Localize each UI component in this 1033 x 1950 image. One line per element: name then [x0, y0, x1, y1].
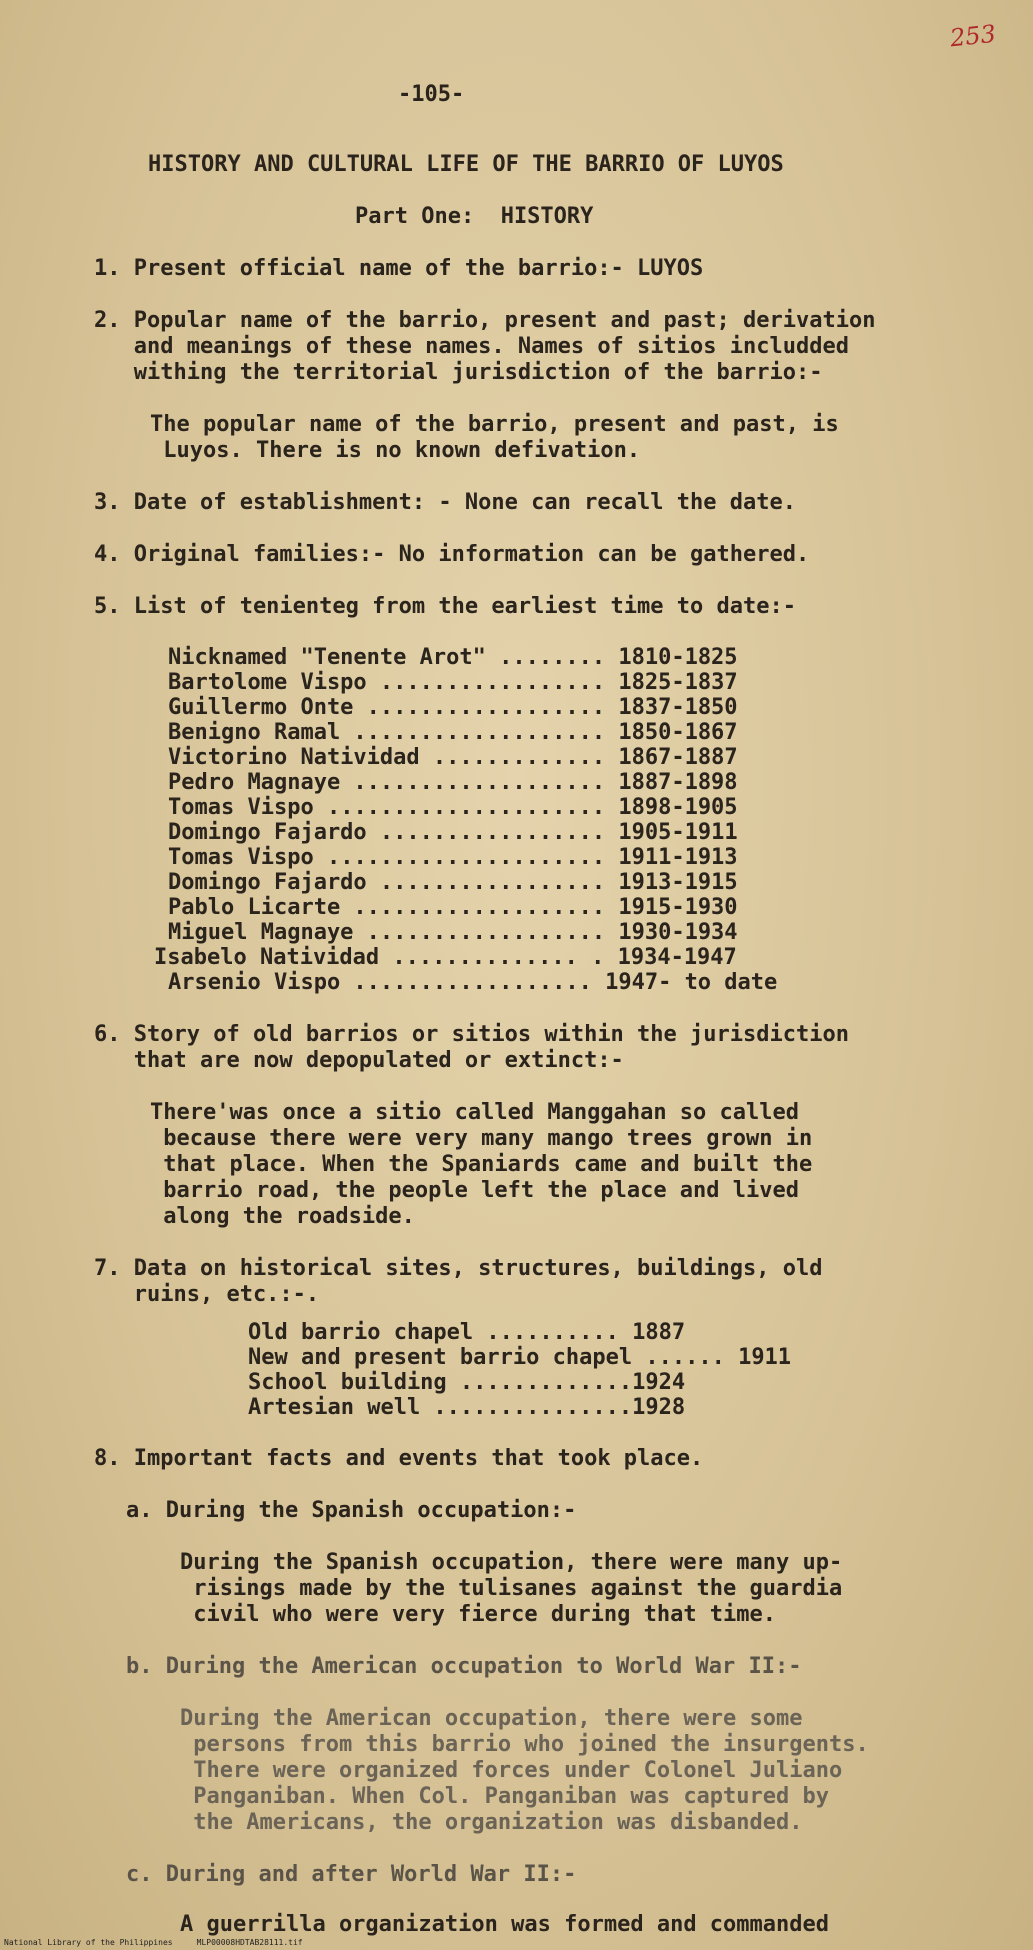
teniente-name: Guillermo Onte — [168, 695, 354, 720]
teniente-row — [168, 895, 738, 921]
item-2-line: withing the territorial jurisdiction of the barrio:- — [94, 360, 823, 385]
teniente-name: Domingo Fajardo — [168, 820, 367, 845]
teniente-row — [168, 745, 738, 771]
teniente-years: 1934-1947 — [604, 945, 737, 970]
teniente-years: 1850-1867 — [618, 720, 738, 745]
teniente-years: 1825-1837 — [618, 670, 738, 695]
leader-dots: .................. — [340, 970, 606, 995]
teniente-row — [168, 645, 738, 671]
teniente-years: 1913-1915 — [618, 870, 738, 895]
teniente-years: 1837-1850 — [618, 695, 738, 720]
teniente-name: Nicknamed "Tenente Arot" — [168, 645, 486, 670]
archive-footer: National Library of the Philippines MLP00008HDTAB28111.tif — [4, 1938, 303, 1947]
leader-dots: ............. — [419, 745, 619, 770]
teniente-row — [168, 970, 777, 996]
teniente-row — [168, 820, 738, 846]
teniente-years: 1915-1930 — [618, 895, 738, 920]
teniente-name: Bartolome Vispo — [168, 670, 367, 695]
item-4: 4. Original families:- No information can be gathered. — [94, 542, 810, 567]
leader-dots: ................... — [340, 770, 619, 795]
item-6-answer-line: because there were very many mango trees grown in — [150, 1126, 813, 1151]
item-8c: c. During and after World War II:- — [126, 1862, 577, 1887]
teniente-years: 1911-1913 — [618, 845, 738, 870]
teniente-row — [168, 720, 738, 746]
item-8b: b. During the American occupation to World War II:- — [126, 1654, 802, 1679]
item-8b-answer-line: Panganiban. When Col. Panganiban was captured by — [180, 1784, 830, 1809]
item-8a-answer-line: risings made by the tulisanes against the guardia — [180, 1576, 843, 1601]
teniente-row — [168, 670, 738, 696]
teniente-name: Tomas Vispo — [168, 795, 314, 820]
leader-dots: .............. . — [379, 945, 605, 970]
site-row: New and present barrio chapel ...... 1911 — [248, 1345, 792, 1370]
part-heading: Part One: HISTORY — [355, 204, 594, 229]
teniente-name: Domingo Fajardo — [168, 870, 367, 895]
item-5: 5. List of tenienteg from the earliest time to date:- — [94, 594, 796, 619]
item-6-line: that are now depopulated or extinct:- — [94, 1048, 624, 1073]
item-8a-answer-line: During the Spanish occupation, there were many up- — [180, 1550, 843, 1575]
item-8b-answer-line: the Americans, the organization was disbanded. — [180, 1810, 803, 1835]
leader-dots: ................. — [366, 670, 619, 695]
teniente-name: Tomas Vispo — [168, 845, 314, 870]
teniente-name: Pedro Magnaye — [168, 770, 341, 795]
item-8c-answer-line: A guerrilla organization was formed and commanded — [180, 1912, 830, 1937]
teniente-name: Miguel Magnaye — [168, 920, 354, 945]
teniente-years: 1905-1911 — [618, 820, 738, 845]
teniente-row — [168, 695, 738, 721]
item-8a: a. During the Spanish occupation:- — [126, 1498, 577, 1523]
teniente-row — [168, 770, 738, 796]
item-8b-answer-line: During the American occupation, there were some — [180, 1706, 803, 1731]
teniente-row — [168, 920, 738, 946]
leader-dots: ................. — [366, 820, 619, 845]
leader-dots: ................... — [340, 895, 619, 920]
teniente-row — [168, 870, 738, 896]
item-7-line: ruins, etc.:-. — [94, 1282, 320, 1307]
teniente-years: 1930-1934 — [618, 920, 738, 945]
leader-dots: ........ — [485, 645, 619, 670]
teniente-name: Victorino Natividad — [168, 745, 420, 770]
item-2-answer-line: The popular name of the barrio, present and past, is — [150, 412, 839, 437]
teniente-row — [154, 945, 737, 971]
teniente-row — [168, 845, 738, 871]
item-7-line: 7. Data on historical sites, structures, buildings, old — [94, 1256, 823, 1281]
item-6-line: 6. Story of old barrios or sitios within the jurisdiction — [94, 1022, 849, 1047]
item-6-answer-line: There'was once a sitio called Manggahan so called — [150, 1100, 800, 1125]
teniente-row — [168, 795, 738, 821]
leader-dots: .................. — [353, 920, 619, 945]
leader-dots: ................... — [340, 720, 619, 745]
teniente-years: 1947- to date — [605, 970, 778, 995]
site-row: Old barrio chapel .......... 1887 — [248, 1320, 686, 1345]
teniente-years: 1810-1825 — [618, 645, 738, 670]
item-6-answer-line: that place. When the Spaniards came and built the — [150, 1152, 813, 1177]
site-row: Artesian well ...............1928 — [248, 1395, 686, 1420]
leader-dots: ..................... — [313, 845, 619, 870]
page-number: -105- — [398, 82, 465, 107]
leader-dots: ..................... — [313, 795, 619, 820]
item-8: 8. Important facts and events that took place. — [94, 1446, 704, 1471]
handwritten-page-number: 253 — [948, 19, 998, 53]
teniente-name: Benigno Ramal — [168, 720, 341, 745]
item-1: 1. Present official name of the barrio:- LUYOS — [94, 256, 704, 281]
item-6-answer-line: along the roadside. — [150, 1204, 415, 1229]
teniente-name: Arsenio Vispo — [168, 970, 341, 995]
leader-dots: ................. — [366, 870, 619, 895]
item-2-line: and meanings of these names. Names of sitios includded — [94, 334, 849, 359]
item-3: 3. Date of establishment: - None can recall the date. — [94, 490, 796, 515]
item-8a-answer-line: civil who were very fierce during that time. — [180, 1602, 777, 1627]
item-8b-answer-line: persons from this barrio who joined the insurgents. — [180, 1732, 869, 1757]
item-8b-answer-line: There were organized forces under Colonel Juliano — [180, 1758, 843, 1783]
teniente-years: 1898-1905 — [618, 795, 738, 820]
teniente-years: 1887-1898 — [618, 770, 738, 795]
site-row: School building .............1924 — [248, 1370, 686, 1395]
teniente-name: Isabelo Natividad — [154, 945, 380, 970]
leader-dots: .................. — [353, 695, 619, 720]
item-2-answer-line: Luyos. There is no known defivation. — [150, 438, 641, 463]
teniente-name: Pablo Licarte — [168, 895, 341, 920]
item-6-answer-line: barrio road, the people left the place and lived — [150, 1178, 800, 1203]
item-2-line: 2. Popular name of the barrio, present and past; derivation — [94, 308, 876, 333]
teniente-years: 1867-1887 — [618, 745, 738, 770]
document-title: HISTORY AND CULTURAL LIFE OF THE BARRIO OF LUYOS — [148, 152, 784, 177]
